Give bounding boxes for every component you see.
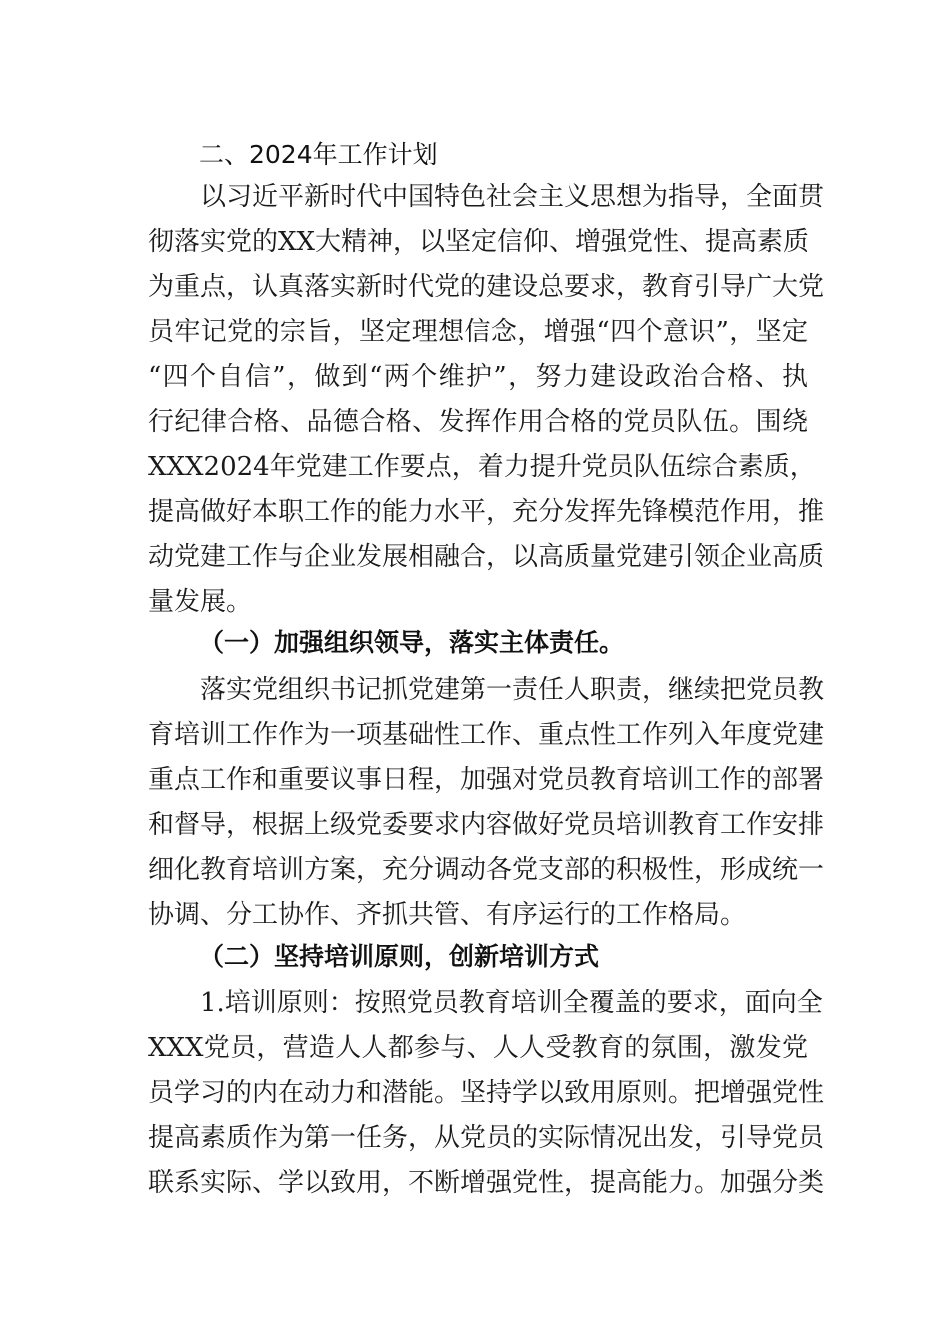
paragraph-line: 协调、分工协作、齐抓共管、有序运行的工作格局。 xyxy=(148,900,747,930)
paragraph-line: 和督导，根据上级党委要求内容做好党员培训教育工作安排 xyxy=(148,810,825,840)
paragraph-line: 落实党组织书记抓党建第一责任人职责，继续把党员教 xyxy=(200,675,825,705)
paragraph-line: “四个自信”，做到“两个维护”，努力建设政治合格、执 xyxy=(148,362,808,392)
paragraph-line: 行纪律合格、品德合格、发挥作用合格的党员队伍。围绕 xyxy=(148,407,808,437)
paragraph-line: 员学习的内在动力和潜能。坚持学以致用原则。把增强党性 xyxy=(148,1078,825,1108)
paragraph-line: XXX2024年党建工作要点，着力提升党员队伍综合素质， xyxy=(148,452,816,482)
paragraph-line: 重点工作和重要议事日程，加强对党员教育培训工作的部署 xyxy=(148,765,825,795)
paragraph-line: 以习近平新时代中国特色社会主义思想为指导，全面贯 xyxy=(200,182,825,212)
paragraph-line: 动党建工作与企业发展相融合，以高质量党建引领企业高质 xyxy=(148,542,825,572)
paragraph-line: 为重点，认真落实新时代党的建设总要求，教育引导广大党 xyxy=(148,272,825,302)
paragraph-line: 员牢记党的宗旨，坚定理想信念，增强“四个意识”，坚定 xyxy=(148,317,808,347)
paragraph-line: 提高素质作为第一任务，从党员的实际情况出发，引导党员 xyxy=(148,1123,825,1153)
subheading-training-principles: （二）坚持培训原则，创新培训方式 xyxy=(199,942,600,971)
paragraph-line: 彻落实党的XX大精神，以坚定信仰、增强党性、提高素质 xyxy=(148,227,810,257)
paragraph-line: 量发展。 xyxy=(148,587,253,617)
paragraph-line: 1.培训原则：按照党员教育培训全覆盖的要求，面向全 xyxy=(200,988,823,1018)
paragraph-line: XXX党员，营造人人都参与、人人受教育的氛围，激发党 xyxy=(148,1033,808,1063)
paragraph-line: 细化教育培训方案，充分调动各党支部的积极性，形成统一 xyxy=(148,855,825,885)
subheading-organization-leadership: （一）加强组织领导，落实主体责任。 xyxy=(199,628,625,657)
paragraph-line: 提高做好本职工作的能力水平，充分发挥先锋模范作用，推 xyxy=(148,497,825,527)
section-heading: 二、2024年工作计划 xyxy=(199,140,438,169)
paragraph-line: 育培训工作作为一项基础性工作、重点性工作列入年度党建 xyxy=(148,720,825,750)
paragraph-line: 联系实际、学以致用，不断增强党性，提高能力。加强分类 xyxy=(148,1168,825,1198)
